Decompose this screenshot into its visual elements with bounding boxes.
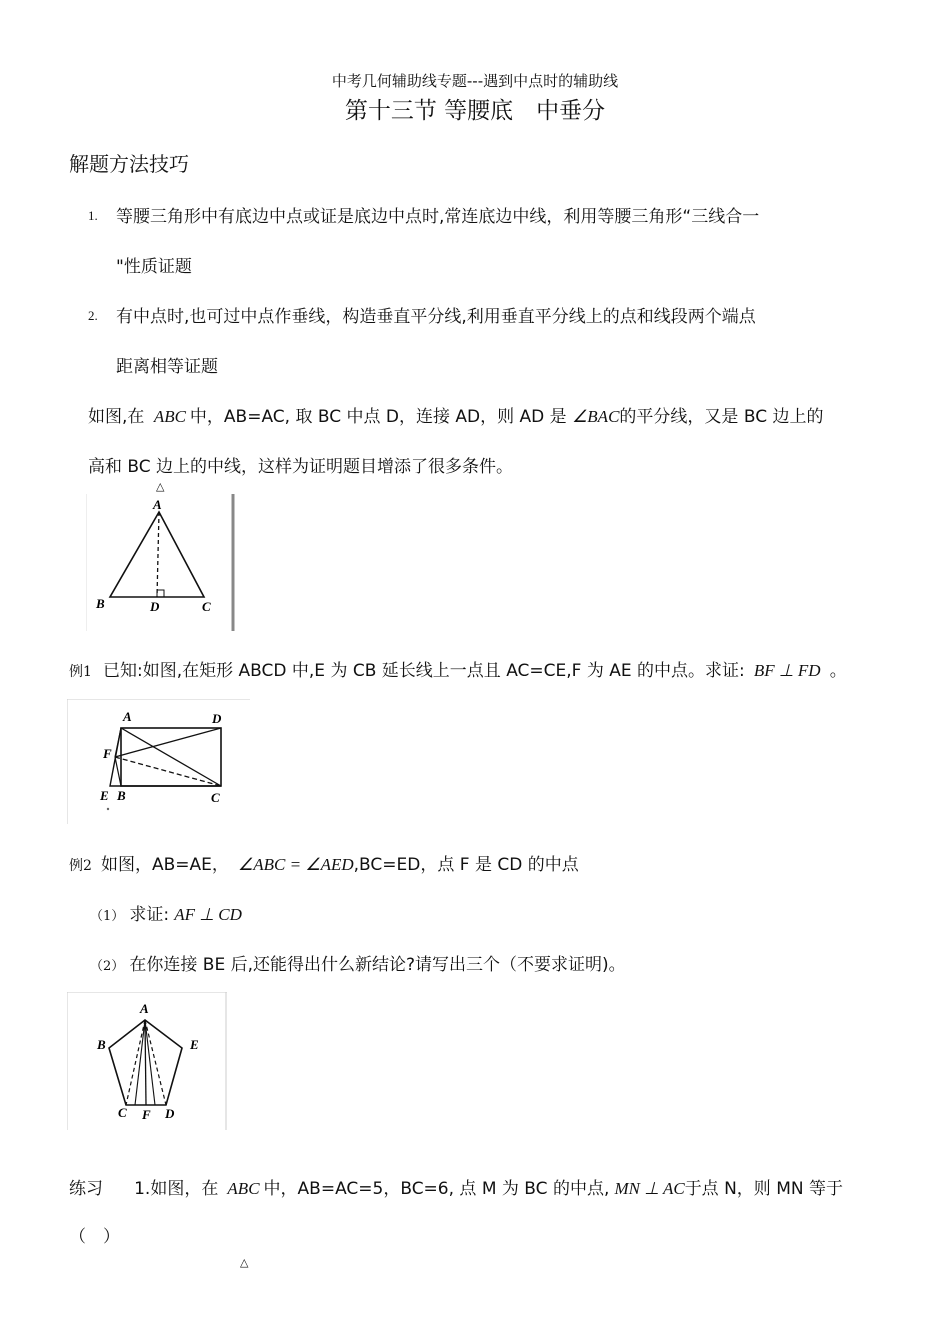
practice-triangle-mark: △: [240, 1256, 249, 1269]
example-2-text-2: ,BC=ED，点 F 是 CD 的中点: [353, 855, 579, 875]
fig3-label-f: F: [142, 1107, 151, 1122]
fig2-label-d: D: [212, 711, 222, 726]
example-1-end: 。: [829, 661, 847, 681]
practice-text-1: 1.如图，在: [134, 1179, 219, 1199]
example-1: [69, 656, 847, 681]
example-1-text: 已知:如图,在矩形 ABCD 中,E 为 CB 延长线上一点且 AC=CE,F 为 AE 的中点。求证:: [103, 661, 745, 681]
example-2-question-1: [90, 900, 242, 925]
tip-2-line-1: 有中点时,也可过中点作垂线，构造垂直平分线,利用垂直平分线上的点和线段两个端点: [116, 307, 756, 327]
question-2-number: （2）: [90, 959, 125, 974]
figure-3-svg: [67, 992, 227, 1130]
explanation-triangle-mark: △: [156, 480, 165, 493]
section-heading: 解题方法技巧: [69, 152, 189, 176]
fig3-label-a: A: [140, 1001, 149, 1016]
tip-2-number: 2.: [88, 308, 98, 323]
fig1-label-a: A: [153, 497, 162, 512]
section-title: 第十三节 等腰底 中垂分: [344, 98, 606, 124]
fig3-label-b: B: [97, 1037, 106, 1052]
figure-1-svg: [86, 494, 236, 631]
practice-text-3: 于点 N，则 MN 等于: [684, 1179, 843, 1199]
fig2-label-f: F: [103, 746, 112, 761]
fig2-label-e: E: [100, 788, 109, 803]
fig2-label-b: B: [117, 788, 126, 803]
explanation-line-2: 高和 BC 边上的中线，这样为证明题目增添了很多条件。: [88, 457, 514, 477]
figure-pentagon: [67, 992, 227, 1130]
fig3-label-c: C: [118, 1105, 127, 1120]
practice-text-2: 中，AB=AC=5，BC=6, 点 M 为 BC 的中点,: [263, 1179, 610, 1199]
example-1-math: BF ⊥ FD: [753, 661, 821, 680]
explanation-triangle-abc: ABC: [153, 407, 186, 426]
fig1-label-d: D: [150, 599, 160, 614]
practice-label: 练习: [69, 1179, 103, 1199]
explanation-angle-bac: ∠BAC: [572, 407, 620, 426]
tip-1-number: 1.: [88, 208, 98, 223]
explanation-text-3: 的平分线，又是 BC 边上的: [619, 407, 824, 427]
example-2-question-2: [90, 950, 626, 975]
question-1-text: 求证:: [129, 905, 170, 925]
figure-isosceles-triangle: [86, 494, 236, 631]
practice-line-1: [69, 1174, 843, 1199]
figure-2-svg: [67, 699, 250, 824]
practice-math: MN ⊥ AC: [614, 1179, 685, 1198]
question-2-text: 在你连接 BE 后,还能得出什么新结论?请写出三个（不要求证明)。: [129, 955, 626, 975]
example-1-label: 例1: [69, 664, 92, 680]
explanation-text-1: 如图,在: [88, 407, 145, 427]
fig2-label-a: A: [123, 709, 132, 724]
practice-triangle-abc: ABC: [227, 1179, 260, 1198]
tip-1-line-1: 等腰三角形中有底边中点或证是底边中点时,常连底边中线，利用等腰三角形“三线合一: [116, 207, 760, 227]
fig2-label-c: C: [211, 790, 220, 805]
explanation-line-1: [88, 402, 823, 427]
tip-2-line-2: 距离相等证题: [116, 357, 218, 377]
example-2-label: 例2: [69, 858, 92, 874]
example-2-text-1: 如图，AB=AE，: [101, 855, 229, 875]
fig3-label-e: E: [190, 1037, 199, 1052]
practice-answer-paren: （ ）: [69, 1227, 120, 1247]
question-1-math: AF ⊥ CD: [174, 905, 242, 924]
fig1-label-c: C: [202, 599, 211, 614]
series-title: 中考几何辅助线专题---遇到中点时的辅助线: [331, 72, 619, 90]
fig1-label-b: B: [96, 596, 105, 611]
example-2: [69, 850, 579, 875]
explanation-text-2: 中，AB=AC, 取 BC 中点 D，连接 AD，则 AD 是: [189, 407, 567, 427]
figure-rectangle: [67, 699, 250, 824]
question-1-number: （1）: [90, 909, 125, 924]
example-2-math: ∠ABC = ∠AED: [238, 855, 354, 874]
fig3-label-d: D: [165, 1106, 175, 1121]
tip-1-line-2: "性质证题: [116, 257, 192, 277]
